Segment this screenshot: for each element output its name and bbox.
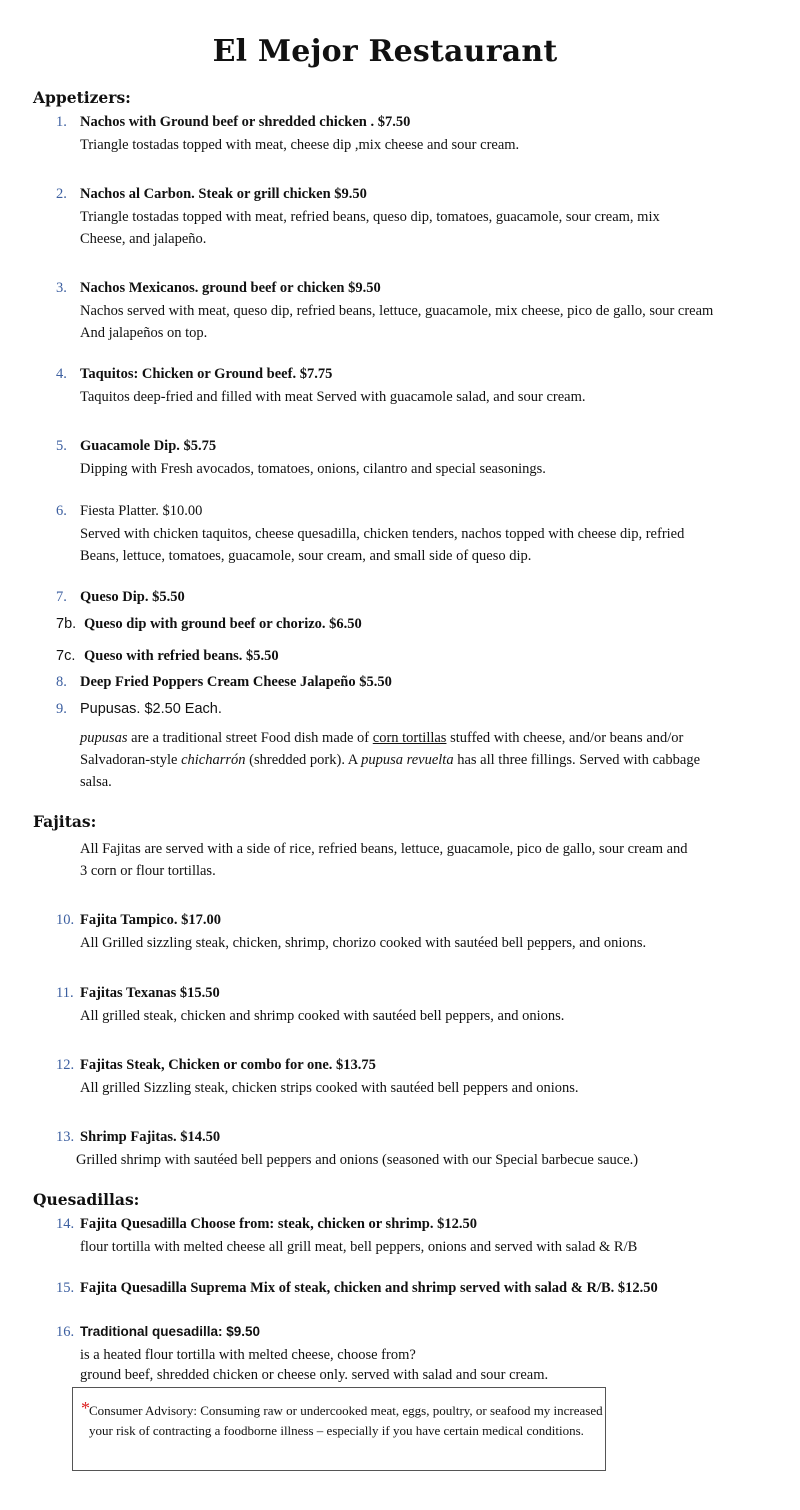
link-corn-tortillas: corn tortillas xyxy=(372,730,447,746)
advisory-text: your risk of contracting a foodborne illness – especially if you have certain medical conditions. xyxy=(89,1423,584,1438)
item-number: 16. xyxy=(56,1324,75,1340)
item-name: Deep Fried Poppers Cream Cheese Jalapeño $5.50 xyxy=(80,674,392,690)
item-name: Nachos Mexicanos. ground beef or chicken $9.50 xyxy=(80,280,381,296)
item-name: Nachos al Carbon. Steak or grill chicken $9.50 xyxy=(80,186,367,202)
text-run: has all three fillings. Served with cabbage xyxy=(453,752,701,768)
item-description: All grilled steak, chicken and shrimp cooked with sautéed bell peppers, and onions. xyxy=(80,1008,565,1024)
item-name: Traditional quesadilla: $9.50 xyxy=(80,1324,261,1339)
asterisk-icon: * xyxy=(81,1398,90,1418)
item-name: Pupusas. $2.50 Each. xyxy=(80,701,222,717)
item-description: Beans, lettuce, tomatoes, guacamole, sour cream, and small side of queso dip. xyxy=(80,548,532,564)
item-name: Fajita Tampico. $17.00 xyxy=(80,912,221,928)
advisory-text: Consumer Advisory: Consuming raw or undercooked meat, eggs, poultry, or seafood my increased xyxy=(89,1403,603,1418)
item-number: 13. xyxy=(56,1129,75,1145)
item-description xyxy=(80,727,683,749)
item-number: 6. xyxy=(56,503,67,519)
item-name: Fajitas Steak, Chicken or combo for one. $13.75 xyxy=(80,1057,376,1073)
item-name: Shrimp Fajitas. $14.50 xyxy=(80,1129,221,1145)
item-description: Served with chicken taquitos, cheese quesadilla, chicken tenders, nachos topped with cheese dip, refried xyxy=(80,526,685,542)
consumer-advisory-box xyxy=(72,1387,606,1471)
item-number: 7c. xyxy=(56,648,76,664)
item-number: 12. xyxy=(56,1057,75,1073)
item-number: 3. xyxy=(56,280,67,296)
item-number: 10. xyxy=(56,912,75,928)
item-number: 2. xyxy=(56,186,67,202)
item-description: ground beef, shredded chicken or cheese only. served with salad and sour cream. xyxy=(80,1367,549,1383)
item-description: Triangle tostadas topped with meat, cheese dip ,mix cheese and sour cream. xyxy=(80,137,520,153)
item-description: Taquitos deep-fried and filled with meat Served with guacamole salad, and sour cream. xyxy=(80,389,586,405)
text-run: stuffed with cheese, and/or beans and/or xyxy=(446,730,684,746)
section-quesadillas: Quesadillas: xyxy=(33,1190,140,1209)
item-number: 7b. xyxy=(56,616,77,632)
item-name: Fajitas Texanas $15.50 xyxy=(80,985,220,1001)
item-number: 9. xyxy=(56,701,67,717)
item-description: Grilled shrimp with sautéed bell peppers and onions (seasoned with our Special barbecue sauce.) xyxy=(76,1152,639,1168)
item-description: salsa. xyxy=(80,774,112,790)
item-name: Nachos with Ground beef or shredded chicken . $7.50 xyxy=(80,114,411,130)
restaurant-title: El Mejor Restaurant xyxy=(212,34,558,69)
item-name: Queso Dip. $5.50 xyxy=(80,589,185,605)
section-fajitas: Fajitas: xyxy=(33,812,97,831)
item-number: 11. xyxy=(56,985,74,1001)
item-name: Taquitos: Chicken or Ground beef. $7.75 xyxy=(80,366,333,382)
italic-term: pupusas xyxy=(80,730,128,746)
text-run: Salvadoran-style xyxy=(80,752,182,768)
item-name: Queso with refried beans. $5.50 xyxy=(84,648,279,664)
fajitas-intro: 3 corn or flour tortillas. xyxy=(80,863,216,879)
item-description: is a heated flour tortilla with melted cheese, choose from? xyxy=(80,1347,416,1363)
item-number: 7. xyxy=(56,589,67,605)
item-name: Guacamole Dip. $5.75 xyxy=(80,438,217,454)
item-name: Fajita Quesadilla Choose from: steak, chicken or shrimp. $12.50 xyxy=(80,1216,478,1232)
item-description: Dipping with Fresh avocados, tomatoes, onions, cilantro and special seasonings. xyxy=(80,461,546,477)
item-description: And jalapeños on top. xyxy=(80,325,208,341)
text-run: are a traditional street Food dish made of xyxy=(127,730,373,746)
item-description: Cheese, and jalapeño. xyxy=(80,231,207,247)
italic-term: chicharrón xyxy=(181,752,246,768)
section-appetizers: Appetizers: xyxy=(33,88,131,107)
item-number: 14. xyxy=(56,1216,75,1232)
item-number: 8. xyxy=(56,674,67,690)
item-name: Queso dip with ground beef or chorizo. $6.50 xyxy=(84,616,362,632)
item-number: 15. xyxy=(56,1280,75,1296)
item-number: 1. xyxy=(56,114,67,130)
item-name: Fajita Quesadilla Suprema Mix of steak, chicken and shrimp served with salad & R/B. $12.50 xyxy=(80,1280,658,1296)
fajitas-intro: All Fajitas are served with a side of rice, refried beans, lettuce, guacamole, pico de gallo, sour cream and xyxy=(80,841,688,857)
item-description: Nachos served with meat, queso dip, refried beans, lettuce, guacamole, mix cheese, pico de gallo, sour cream xyxy=(80,303,714,319)
item-description: All grilled Sizzling steak, chicken strips cooked with sautéed bell peppers and onions. xyxy=(80,1080,579,1096)
item-description: All Grilled sizzling steak, chicken, shrimp, chorizo cooked with sautéed bell peppers, and onions. xyxy=(80,935,647,951)
item-description: Triangle tostadas topped with meat, refried beans, queso dip, tomatoes, guacamole, sour cream, mix xyxy=(80,209,660,225)
item-number: 5. xyxy=(56,438,67,454)
item-description: flour tortilla with melted cheese all grill meat, bell peppers, onions and served with salad & R/B xyxy=(80,1239,638,1255)
item-number: 4. xyxy=(56,366,67,382)
text-run: (shredded pork). A xyxy=(245,752,362,768)
item-name: Fiesta Platter. $10.00 xyxy=(80,503,203,519)
item-description xyxy=(80,749,700,771)
italic-term: pupusa revuelta xyxy=(361,752,454,768)
